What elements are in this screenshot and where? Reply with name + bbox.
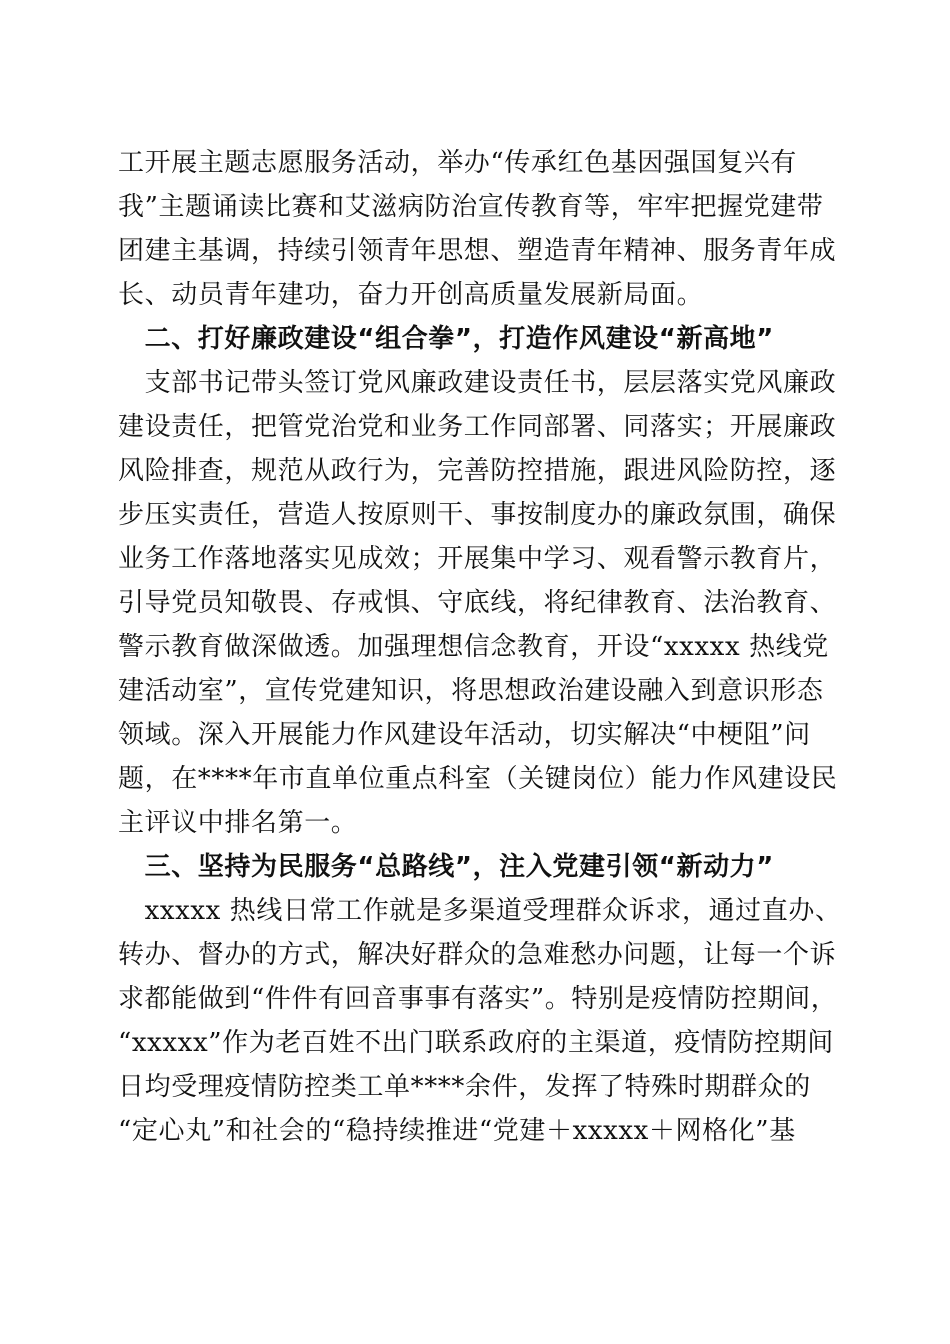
body-line: 转办、督办的方式，解决好群众的急难愁办问题，让每一个诉 xyxy=(118,940,837,970)
body-line: 业务工作落地落实见成效；开展集中学习、观看警示教育片， xyxy=(118,544,837,574)
section-heading-2: 二、打好廉政建设“组合拳”，打造作风建设“新高地” xyxy=(118,324,774,354)
body-line: 工开展主题志愿服务活动，举办“传承红色基因强国复兴有 xyxy=(118,148,797,178)
body-line: “xxxxx”作为老百姓不出门联系政府的主渠道，疫情防控期间 xyxy=(118,1028,834,1058)
body-line: 求都能做到“件件有回音事事有落实”。特别是疫情防控期间， xyxy=(118,984,838,1014)
body-line: 引导党员知敬畏、存戒惧、守底线，将纪律教育、法治教育、 xyxy=(118,588,837,618)
body-line: 风险排查，规范从政行为，完善防控措施，跟进风险防控，逐 xyxy=(118,456,837,486)
body-line: xxxxx 热线日常工作就是多渠道受理群众诉求，通过直办、 xyxy=(118,896,842,926)
body-line: 警示教育做深做透。加强理想信念教育，开设“xxxxx 热线党 xyxy=(118,632,829,662)
body-line: 日均受理疫情防控类工单****余件，发挥了特殊时期群众的 xyxy=(118,1072,811,1102)
body-line: 支部书记带头签订党风廉政建设责任书，层层落实党风廉政 xyxy=(118,368,837,398)
body-line: 题，在****年市直单位重点科室（关键岗位）能力作风建设民 xyxy=(118,764,838,794)
body-line: 建设责任，把管党治党和业务工作同部署、同落实；开展廉政 xyxy=(118,412,837,442)
body-line: 建活动室”，宣传党建知识，将思想政治建设融入到意识形态 xyxy=(118,676,824,706)
body-line: 长、动员青年建功，奋力开创高质量发展新局面。 xyxy=(118,280,704,310)
body-line: 我”主题诵读比赛和艾滋病防治宣传教育等，牢牢把握党建带 xyxy=(118,192,824,222)
section-heading-3: 三、坚持为民服务“总路线”，注入党建引领“新动力” xyxy=(118,852,774,882)
body-line: 领域。深入开展能力作风建设年活动，切实解决“中梗阻”问 xyxy=(118,720,811,750)
body-line: 步压实责任，营造人按原则干、事按制度办的廉政氛围，确保 xyxy=(118,500,837,530)
body-line: 主评议中排名第一。 xyxy=(118,808,358,838)
body-line: “定心丸”和社会的“稳持续推进“党建＋xxxxx＋网格化”基 xyxy=(118,1116,796,1146)
body-line: 团建主基调，持续引领青年思想、塑造青年精神、服务青年成 xyxy=(118,236,837,266)
